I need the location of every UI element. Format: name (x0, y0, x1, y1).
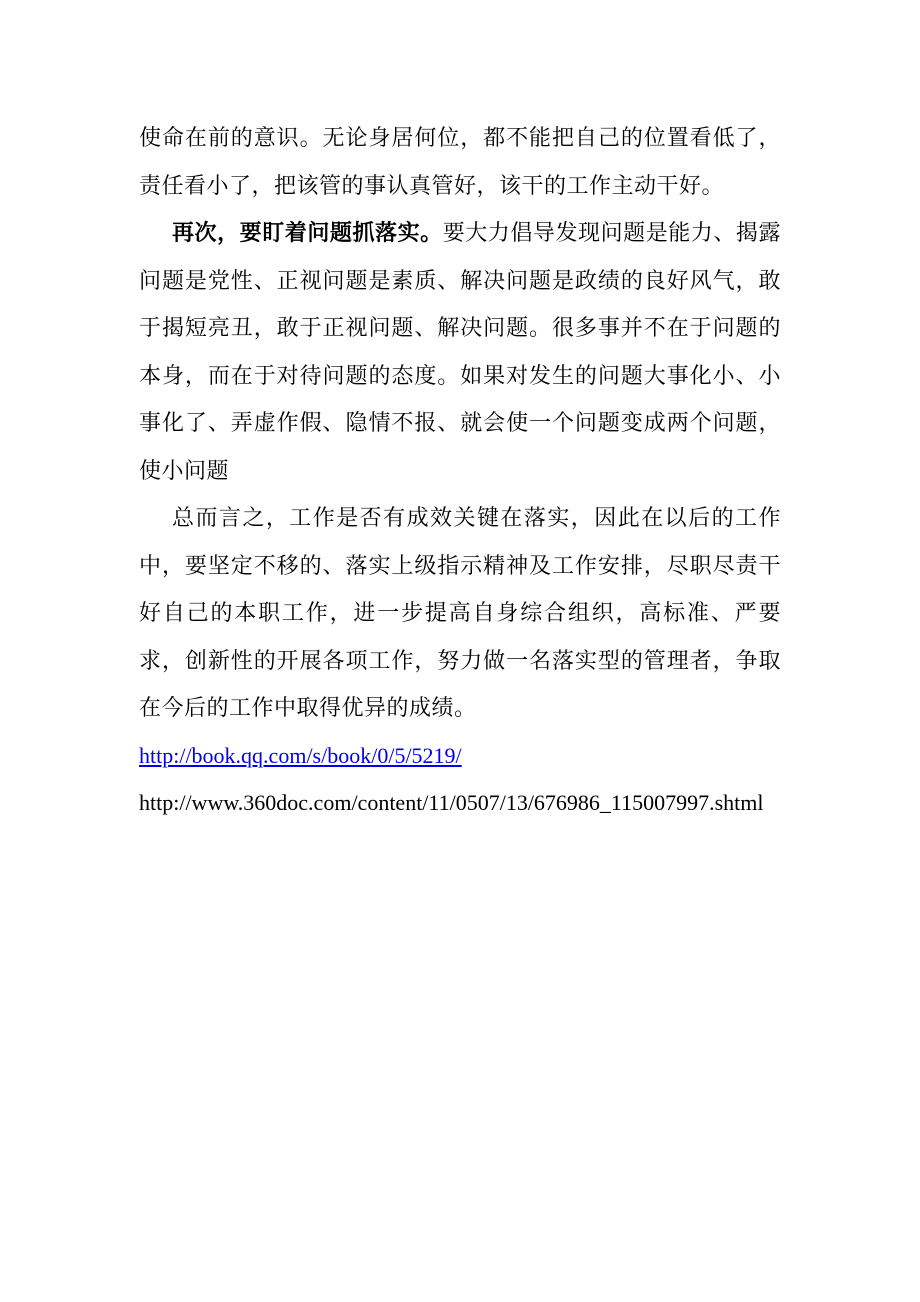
paragraph-bold-lead: 再次，要盯着问题抓落实。 (172, 220, 443, 245)
paragraph-text: 要大力倡导发现问题是能力、揭露问题是党性、正视问题是素质、解决问题是政绩的良好风气，敢于揭短亮丑，敢于正视问题、解决问题。很多事并不在于问题的本身，而在于对待问题的态度。如果对发生的问题大事化小、小事化了、弄虚作假、隐情不报、就会使一个问题变成两个问题，使小问题 (139, 220, 781, 483)
url-text-360doc: http://www.360doc.com/content/11/0507/13/676986_115007997.shtml (139, 790, 764, 815)
link-line-book-qq (139, 732, 781, 780)
paragraph-summary (139, 494, 781, 732)
hyperlink-book-qq[interactable]: http://book.qq.com/s/book/0/5/5219/ (139, 742, 462, 768)
url-line-360doc (139, 779, 781, 827)
document-body (139, 114, 781, 827)
paragraph-problems (139, 209, 781, 494)
paragraph-text: 使命在前的意识。无论身居何位，都不能把自己的位置看低了，责任看小了，把该管的事认真管好，该干的工作主动干好。 (139, 125, 781, 198)
paragraph-text: 总而言之，工作是否有成效关键在落实，因此在以后的工作中，要坚定不移的、落实上级指示精神及工作安排，尽职尽责干好自己的本职工作，进一步提高自身综合组织，高标准、严要求，创新性的开展各项工作，努力做一名落实型的管理者，争取在今后的工作中取得优异的成绩。 (139, 505, 781, 720)
paragraph-duty-continuation (139, 114, 781, 209)
